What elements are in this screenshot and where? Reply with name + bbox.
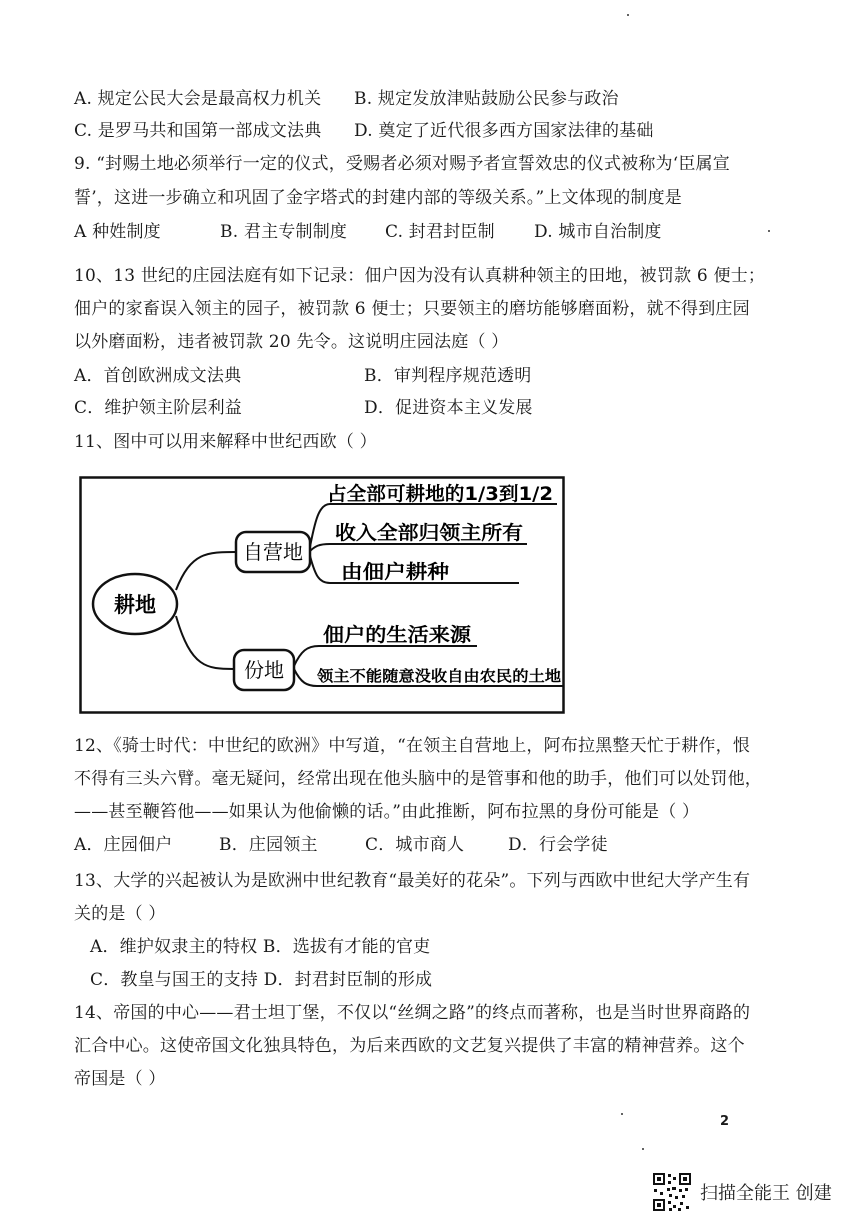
farmland-mind-map [79, 476, 565, 714]
q12-option-c: C．城市商人 [365, 835, 465, 855]
branch2-item-1: 佃户的生活来源 [323, 624, 457, 646]
q9-option-b: B. 君主专制制度 [220, 222, 348, 242]
branch1-item-2: 收入全部归领主所有 [335, 522, 507, 544]
q9-stem-line2: 誓’，这进一步确立和巩固了金字塔式的封建内部的等级关系。”上文体现的制度是 [74, 188, 682, 208]
q10-option-c: C．维护领主阶层利益 [74, 398, 243, 418]
scan-speck [768, 230, 770, 232]
q9-option-c: C. 封君封臣制 [385, 222, 495, 242]
q13-stem-line2: 关的是（ ） [74, 904, 166, 924]
q13-stem-line1: 13、大学的兴起被认为是欧洲中世纪教育“最美好的花朵”。下列与西欧中世纪大学产生有 [74, 871, 751, 891]
root-label: 耕地 [114, 593, 156, 617]
q9-option-d: D. 城市自治制度 [534, 222, 662, 242]
root-to-branch1-connector [176, 552, 236, 590]
q10-option-a: A．首创欧洲成文法典 [74, 366, 242, 386]
q14-stem-line2: 汇合中心。这使帝国文化独具特色，为后来西欧的文艺复兴提供了丰富的精神营养。这个 [74, 1036, 745, 1056]
page-number: 2 [720, 1114, 730, 1129]
q12-option-a: A．庄园佃户 [74, 835, 173, 855]
branch1-item-3: 由佃户耕种 [341, 561, 437, 583]
q10-option-b: B．审判程序规范透明 [364, 366, 532, 386]
branch2-item1-connector [294, 646, 477, 666]
q12-stem-line3: ——甚至鞭笞他——如果认为他偷懒的话。”由此推断，阿布拉黑的身份可能是（ ） [74, 802, 700, 822]
branch1-item2-connector [309, 544, 527, 552]
scan-speck [627, 14, 629, 16]
q10-stem-line2: 佃户的家畜误入领主的园子，被罚款 6 便士；只要领主的磨坊能够磨面粉，就不得到庄园 [74, 299, 750, 319]
q10-stem-line1: 10、13 世纪的庄园法庭有如下记录：佃户因为没有认真耕种领主的田地，被罚款 6 便士； [74, 266, 766, 286]
q12-option-d: D．行会学徒 [508, 835, 608, 855]
qr-code-icon [652, 1172, 692, 1212]
q13-options-cd: C．教皇与国王的支持 D．封君封臣制的形成 [90, 970, 433, 990]
q14-stem-line3: 帝国是（ ） [74, 1069, 166, 1089]
scan-speck [642, 1148, 644, 1150]
q12-option-b: B．庄园领主 [219, 835, 318, 855]
scanner-watermark: 扫描全能王 创建 [700, 1183, 832, 1204]
q12-stem-line1: 12、《骑士时代：中世纪的欧洲》中写道，“在领主自营地上，阿布拉黑整天忙于耕作，恨 [74, 736, 751, 756]
branch1-label: 自营地 [243, 540, 303, 564]
q12-stem-line2: 不得有三头六臂。毫无疑问，经常出现在他头脑中的是管事和他的助手，他们可以处罚他， [74, 769, 762, 789]
q8-option-d: D. 奠定了近代很多西方国家法律的基础 [354, 121, 654, 141]
q11-stem: 11、图中可以用来解释中世纪西欧（ ） [74, 432, 377, 452]
q13-options-ab: A．维护奴隶主的特权 B．选拔有才能的官吏 [90, 937, 431, 957]
q14-stem-line1: 14、帝国的中心——君士坦丁堡，不仅以“丝绸之路”的终点而著称，也是当时世界商路的 [74, 1003, 751, 1023]
q10-option-d: D．促进资本主义发展 [364, 398, 533, 418]
q8-option-b: B. 规定发放津贴鼓励公民参与政治 [354, 89, 619, 109]
q8-option-c: C. 是罗马共和国第一部成文法典 [74, 121, 322, 141]
q9-option-a: A 种姓制度 [74, 222, 161, 242]
scan-speck [621, 1113, 623, 1115]
q10-stem-line3: 以外磨面粉，违者被罚款 20 先令。这说明庄园法庭（ ） [74, 332, 509, 352]
branch2-label: 份地 [244, 658, 284, 682]
branch2-item-2: 领主不能随意没收自由农民的土地 [315, 667, 561, 685]
branch1-item-1: 占全部可耕地的1/3到1/2 [327, 483, 546, 505]
root-to-branch2-connector [176, 616, 234, 669]
q8-option-a: A. 规定公民大会是最高权力机关 [74, 89, 322, 109]
q9-stem-line1: 9. “封赐土地必须举行一定的仪式，受赐者必须对赐予者宣誓效忠的仪式被称为‘臣属宣 [74, 154, 730, 174]
